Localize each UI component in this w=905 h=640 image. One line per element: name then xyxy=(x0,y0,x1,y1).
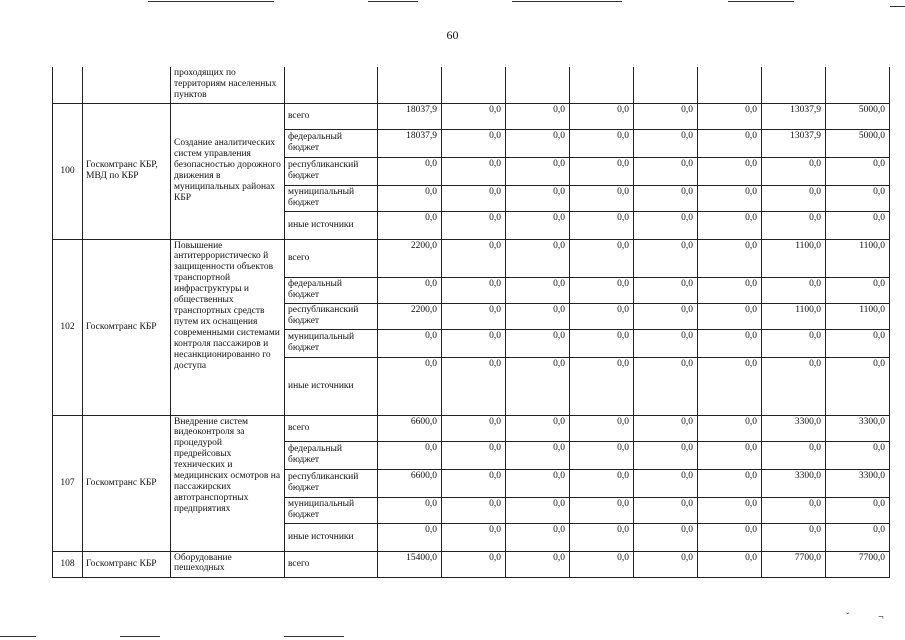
funding-source-cell: всего xyxy=(285,551,378,577)
scan-mark: ˇ xyxy=(846,612,850,623)
value-cell: 0,0 xyxy=(826,157,890,185)
value-cell: 0,0 xyxy=(506,469,570,497)
value-cell: 1100,0 xyxy=(762,239,826,277)
funding-source-cell: федеральный бюджет xyxy=(285,441,378,469)
description-cell: Повышение антитеррористическо й защищенности объектов транспортной инфраструктуры и общественных транспортных средств путем их оснащения современными системами контроля пассажиров и несанкционированно го доступа xyxy=(171,239,285,415)
scan-line xyxy=(368,1,418,2)
page-number: 60 xyxy=(446,28,459,42)
funding-source-cell: иные источники xyxy=(285,523,378,551)
value-cell: 0,0 xyxy=(442,103,506,129)
value-cell: 0,0 xyxy=(634,185,698,211)
value-cell: 0,0 xyxy=(570,103,634,129)
description-cell: проходящих по территориям населенных пунктов xyxy=(171,67,285,103)
value-cell: 3300,0 xyxy=(826,469,890,497)
executor-cell: Госкомтранс КБР, МВД по КБР xyxy=(83,103,171,239)
value-cell xyxy=(442,67,506,103)
funding-source-cell: иные источники xyxy=(285,211,378,239)
value-cell: 0,0 xyxy=(378,523,442,551)
value-cell: 15400,0 xyxy=(378,551,442,577)
value-cell: 0,0 xyxy=(506,103,570,129)
row-number-cell xyxy=(53,67,83,103)
value-cell: 0,0 xyxy=(378,157,442,185)
value-cell: 0,0 xyxy=(442,523,506,551)
value-cell: 0,0 xyxy=(570,523,634,551)
value-cell: 0,0 xyxy=(570,185,634,211)
value-cell: 0,0 xyxy=(442,551,506,577)
value-cell: 1100,0 xyxy=(826,303,890,329)
table-row xyxy=(53,551,890,577)
value-cell: 5000,0 xyxy=(826,129,890,157)
value-cell: 0,0 xyxy=(634,415,698,441)
value-cell: 18037,9 xyxy=(378,129,442,157)
description-cell: Оборудование пешеходных xyxy=(171,551,285,577)
value-cell: 6600,0 xyxy=(378,415,442,441)
value-cell: 3300,0 xyxy=(762,469,826,497)
value-cell: 0,0 xyxy=(570,277,634,303)
value-cell: 0,0 xyxy=(698,357,762,415)
value-cell: 0,0 xyxy=(634,277,698,303)
value-cell: 0,0 xyxy=(506,441,570,469)
funding-source-cell: федеральный бюджет xyxy=(285,129,378,157)
value-cell xyxy=(506,67,570,103)
scan-line xyxy=(512,1,622,2)
value-cell: 0,0 xyxy=(826,185,890,211)
value-cell: 0,0 xyxy=(826,329,890,357)
value-cell: 0,0 xyxy=(634,469,698,497)
value-cell: 0,0 xyxy=(762,497,826,523)
value-cell xyxy=(762,67,826,103)
value-cell: 0,0 xyxy=(762,185,826,211)
scan-line xyxy=(890,6,905,7)
value-cell: 0,0 xyxy=(698,211,762,239)
value-cell: 0,0 xyxy=(698,497,762,523)
value-cell: 0,0 xyxy=(698,523,762,551)
table-row xyxy=(53,415,890,441)
value-cell: 7700,0 xyxy=(826,551,890,577)
value-cell: 0,0 xyxy=(634,441,698,469)
value-cell: 0,0 xyxy=(506,277,570,303)
table-body xyxy=(53,67,890,577)
value-cell: 0,0 xyxy=(698,551,762,577)
value-cell: 0,0 xyxy=(762,157,826,185)
value-cell xyxy=(698,67,762,103)
value-cell: 0,0 xyxy=(570,129,634,157)
executor-cell: Госкомтранс КБР xyxy=(83,415,171,551)
value-cell: 5000,0 xyxy=(826,103,890,129)
value-cell: 0,0 xyxy=(442,157,506,185)
value-cell: 0,0 xyxy=(506,129,570,157)
funding-source-cell: всего xyxy=(285,415,378,441)
funding-source-cell: муниципальный бюджет xyxy=(285,497,378,523)
scan-line xyxy=(0,636,36,637)
scan-line xyxy=(284,636,344,637)
funding-source-cell: всего xyxy=(285,239,378,277)
executor-cell: Госкомтранс КБР xyxy=(83,239,171,415)
funding-source-cell: муниципальный бюджет xyxy=(285,185,378,211)
value-cell: 0,0 xyxy=(826,211,890,239)
row-number-cell: 107 xyxy=(53,415,83,551)
value-cell: 0,0 xyxy=(698,277,762,303)
scan-line xyxy=(148,1,274,2)
value-cell: 0,0 xyxy=(634,211,698,239)
value-cell: 2200,0 xyxy=(378,239,442,277)
funding-source-cell: республиканский бюджет xyxy=(285,157,378,185)
value-cell xyxy=(826,67,890,103)
value-cell: 0,0 xyxy=(442,329,506,357)
table-row xyxy=(53,103,890,129)
value-cell: 0,0 xyxy=(698,185,762,211)
value-cell xyxy=(378,67,442,103)
value-cell: 0,0 xyxy=(506,329,570,357)
value-cell: 0,0 xyxy=(570,497,634,523)
value-cell: 0,0 xyxy=(442,277,506,303)
value-cell: 0,0 xyxy=(634,497,698,523)
value-cell: 0,0 xyxy=(634,523,698,551)
value-cell: 0,0 xyxy=(442,239,506,277)
value-cell: 0,0 xyxy=(570,211,634,239)
value-cell: 0,0 xyxy=(570,239,634,277)
value-cell: 13037,9 xyxy=(762,103,826,129)
value-cell: 0,0 xyxy=(570,469,634,497)
funding-source-cell: иные источники xyxy=(285,357,378,415)
value-cell: 0,0 xyxy=(570,329,634,357)
value-cell: 0,0 xyxy=(506,211,570,239)
value-cell: 0,0 xyxy=(698,239,762,277)
value-cell: 0,0 xyxy=(378,441,442,469)
value-cell: 0,0 xyxy=(378,211,442,239)
value-cell: 0,0 xyxy=(634,103,698,129)
funding-source-cell: всего xyxy=(285,103,378,129)
value-cell: 0,0 xyxy=(506,523,570,551)
value-cell: 18037,9 xyxy=(378,103,442,129)
value-cell: 0,0 xyxy=(442,357,506,415)
executor-cell: Госкомтранс КБР xyxy=(83,551,171,577)
value-cell: 0,0 xyxy=(570,357,634,415)
value-cell: 0,0 xyxy=(570,415,634,441)
value-cell: 0,0 xyxy=(378,497,442,523)
value-cell: 0,0 xyxy=(698,329,762,357)
value-cell: 1100,0 xyxy=(762,303,826,329)
value-cell xyxy=(285,67,378,103)
value-cell: 0,0 xyxy=(826,497,890,523)
value-cell: 0,0 xyxy=(826,357,890,415)
value-cell: 0,0 xyxy=(506,185,570,211)
value-cell: 0,0 xyxy=(826,441,890,469)
value-cell: 0,0 xyxy=(698,415,762,441)
budget-table xyxy=(52,67,890,578)
value-cell xyxy=(634,67,698,103)
value-cell: 0,0 xyxy=(634,329,698,357)
value-cell: 0,0 xyxy=(570,303,634,329)
value-cell: 7700,0 xyxy=(762,551,826,577)
value-cell: 0,0 xyxy=(762,277,826,303)
value-cell: 0,0 xyxy=(570,157,634,185)
executor-cell xyxy=(83,67,171,103)
value-cell xyxy=(570,67,634,103)
value-cell: 0,0 xyxy=(634,303,698,329)
value-cell: 0,0 xyxy=(442,211,506,239)
table-row xyxy=(53,67,890,103)
value-cell: 0,0 xyxy=(378,277,442,303)
value-cell: 0,0 xyxy=(698,103,762,129)
scan-mark: ¬ xyxy=(878,612,884,623)
value-cell: 6600,0 xyxy=(378,469,442,497)
value-cell: 0,0 xyxy=(698,303,762,329)
value-cell: 0,0 xyxy=(634,357,698,415)
row-number-cell: 108 xyxy=(53,551,83,577)
value-cell: 0,0 xyxy=(506,415,570,441)
value-cell: 0,0 xyxy=(506,497,570,523)
description-cell: Внедрение систем видеоконтроля за процедурой предрейсовых технических и медицинских осмотров на пассажирских автотранспортных предприятиях xyxy=(171,415,285,551)
table-row xyxy=(53,239,890,277)
value-cell: 0,0 xyxy=(442,129,506,157)
value-cell: 0,0 xyxy=(506,303,570,329)
value-cell: 0,0 xyxy=(570,551,634,577)
value-cell: 0,0 xyxy=(762,357,826,415)
value-cell: 2200,0 xyxy=(378,303,442,329)
value-cell: 0,0 xyxy=(634,239,698,277)
value-cell: 0,0 xyxy=(506,157,570,185)
value-cell: 0,0 xyxy=(634,157,698,185)
row-number-cell: 102 xyxy=(53,239,83,415)
value-cell: 0,0 xyxy=(378,185,442,211)
funding-source-cell: республиканский бюджет xyxy=(285,303,378,329)
value-cell: 0,0 xyxy=(762,523,826,551)
value-cell: 0,0 xyxy=(634,551,698,577)
value-cell: 0,0 xyxy=(506,357,570,415)
value-cell: 0,0 xyxy=(826,523,890,551)
value-cell: 0,0 xyxy=(506,551,570,577)
scan-line xyxy=(728,1,794,2)
value-cell: 0,0 xyxy=(698,469,762,497)
value-cell: 0,0 xyxy=(442,441,506,469)
value-cell: 0,0 xyxy=(762,441,826,469)
row-number-cell: 100 xyxy=(53,103,83,239)
value-cell: 0,0 xyxy=(442,497,506,523)
value-cell: 0,0 xyxy=(826,277,890,303)
value-cell: 0,0 xyxy=(442,469,506,497)
value-cell: 13037,9 xyxy=(762,129,826,157)
value-cell: 0,0 xyxy=(634,129,698,157)
value-cell: 0,0 xyxy=(762,329,826,357)
value-cell: 0,0 xyxy=(698,157,762,185)
funding-source-cell: республиканский бюджет xyxy=(285,469,378,497)
value-cell: 0,0 xyxy=(506,239,570,277)
scan-line xyxy=(120,636,160,637)
value-cell: 1100,0 xyxy=(826,239,890,277)
value-cell: 0,0 xyxy=(378,329,442,357)
value-cell: 0,0 xyxy=(762,211,826,239)
value-cell: 0,0 xyxy=(442,303,506,329)
funding-source-cell: муниципальный бюджет xyxy=(285,329,378,357)
value-cell: 3300,0 xyxy=(762,415,826,441)
value-cell: 0,0 xyxy=(442,185,506,211)
description-cell: Создание аналитических систем управления безопасностью дорожного движения в муниципальных районах КБР xyxy=(171,103,285,239)
value-cell: 0,0 xyxy=(698,441,762,469)
value-cell: 0,0 xyxy=(698,129,762,157)
value-cell: 0,0 xyxy=(378,357,442,415)
value-cell: 0,0 xyxy=(442,415,506,441)
value-cell: 3300,0 xyxy=(826,415,890,441)
value-cell: 0,0 xyxy=(570,441,634,469)
funding-source-cell: федеральный бюджет xyxy=(285,277,378,303)
